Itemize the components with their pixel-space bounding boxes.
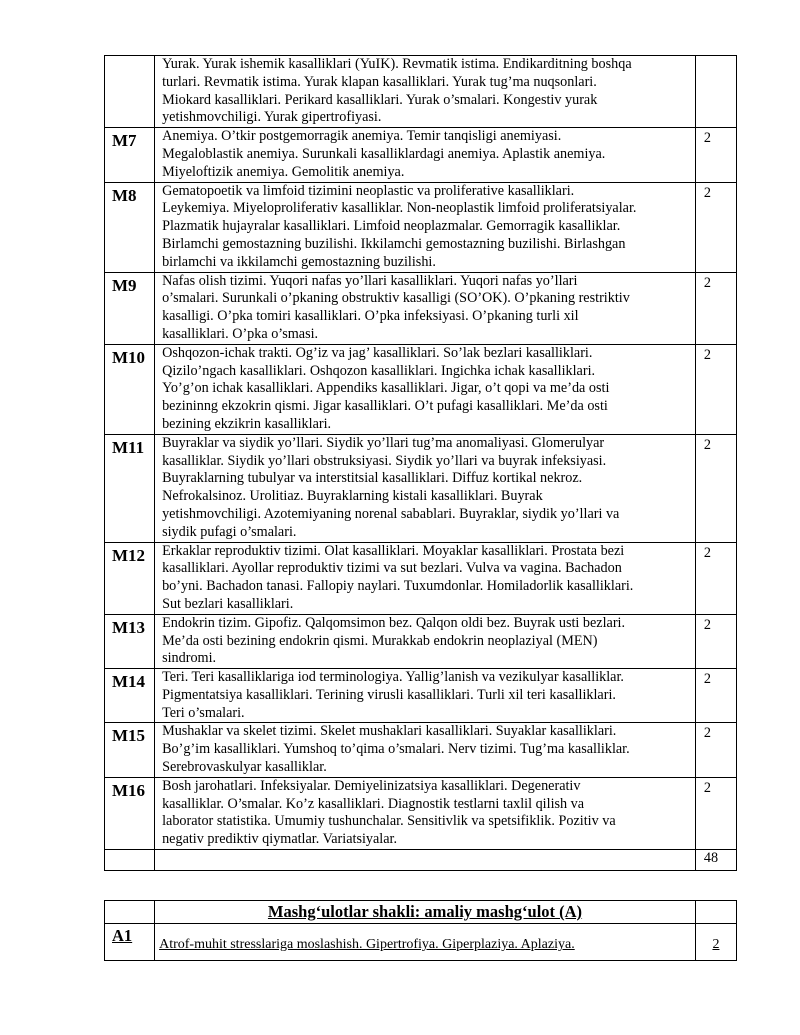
description-line: bezininng ekzokrin qismi. Jigar kasalliklari. O’t pufagi kasalliklari. Me’da osti: [162, 398, 608, 415]
practice-header-empty-cell: [105, 901, 155, 924]
module-hours: 2: [695, 542, 736, 614]
module-description: [155, 614, 696, 668]
description-line: kasalliklari. Ayollar reproduktiv tizimi va sut bezlari. Vulva va vagina. Bachadon: [162, 560, 622, 577]
module-code: M11: [105, 434, 155, 542]
description-line: Yurak. Yurak ishemik kasalliklari (YuIK). Revmatik istima. Endikarditning boshqa: [162, 56, 632, 72]
practice-description: Atrof-muhit stresslariga moslashish. Gipertrofiya. Giperplaziya. Aplaziya.: [155, 924, 696, 961]
description-line: Nefrokalsinoz. Urolitiaz. Buyraklarning kistali kasalliklari. Buyrak: [162, 488, 543, 505]
practice-section-title: Mashg‘ulotlar shakli: amaliy mashg‘ulot (A): [155, 901, 696, 924]
module-description: [155, 56, 696, 128]
table-row: [105, 128, 737, 182]
description-line: kasalliklari. O’pka o’smasi.: [162, 325, 319, 342]
module-code: M16: [105, 777, 155, 849]
description-line: Oshqozon-ichak trakti. Og’iz va jag’ kasalliklari. So’lak bezlari kasalliklari.: [162, 344, 593, 361]
module-code: M13: [105, 614, 155, 668]
module-code: M12: [105, 542, 155, 614]
description-line: Miokard kasalliklari. Perikard kasalliklari. Yurak o’smalari. Kongestiv yurak: [162, 91, 598, 108]
module-description: [155, 777, 696, 849]
module-description: [155, 434, 696, 542]
module-description: [155, 128, 696, 182]
module-code: M9: [105, 272, 155, 344]
module-description: [155, 182, 696, 272]
table-row: [105, 272, 737, 344]
practice-code: A1: [105, 924, 155, 961]
total-hours: 48: [695, 850, 736, 871]
practice-header-hours-cell: [695, 901, 736, 924]
module-description: [155, 542, 696, 614]
practice-header-row: [105, 901, 737, 924]
description-line: Pigmentatsiya kasalliklari. Terining virusli kasalliklari. Turli xil teri kasalliklari.: [162, 686, 616, 703]
module-hours: 2: [695, 182, 736, 272]
module-description: [155, 669, 696, 723]
description-line: Miyeloftizik anemiya. Gemolitik anemiya.: [162, 163, 405, 180]
module-hours: 2: [695, 434, 736, 542]
description-line: birlamchi va ikkilamchi gemostazning buzilishi.: [162, 253, 436, 270]
module-code: M10: [105, 344, 155, 434]
practice-hours: 2: [695, 924, 736, 961]
module-hours: 2: [695, 777, 736, 849]
total-row: [105, 850, 737, 871]
description-line: siydik pufagi o’smalari.: [162, 523, 297, 540]
practice-topics-table: [104, 900, 737, 961]
description-line: kasalligi. O’pka tomiri kasalliklari. O’pka infeksiyasi. O’pkaning turli xil: [162, 308, 579, 325]
lecture-topics-table: [104, 55, 737, 871]
description-line: Megaloblastik anemiya. Surunkali kasalliklardagi anemiya. Aplastik anemiya.: [162, 145, 606, 162]
module-hours: 2: [695, 128, 736, 182]
description-line: laborator statistika. Umumiy tushunchalar. Sensitivlik va spetsifiklik. Pozitiv va: [162, 813, 616, 830]
description-line: Birlamchi gemostazning buzilishi. Ikkilamchi gemostazning buzilishi. Birlashgan: [162, 235, 626, 252]
module-hours: 2: [695, 614, 736, 668]
description-line: Qizilo’ngach kasalliklari. Oshqozon kasalliklari. Ingichka ichak kasalliklari.: [162, 362, 596, 379]
description-line: Yo’g’on ichak kasalliklari. Appendiks kasalliklari. Jigar, o’t qopi va me’da osti: [162, 380, 610, 397]
table-row: [105, 434, 737, 542]
module-hours: 2: [695, 344, 736, 434]
table-row: [105, 777, 737, 849]
description-line: Buyraklar va siydik yo’llari. Siydik yo’llari tug’ma anomaliyasi. Glomerulyar: [162, 434, 605, 451]
description-line: Gematopoetik va limfoid tizimini neoplastic va proliferative kasalliklari.: [162, 182, 575, 199]
module-code: M7: [105, 128, 155, 182]
module-hours: 2: [695, 723, 736, 777]
table-row: [105, 182, 737, 272]
description-line: Nafas olish tizimi. Yuqori nafas yo’llari kasalliklari. Yuqori nafas yo’llari: [162, 272, 578, 289]
description-line: sindromi.: [162, 650, 217, 667]
total-empty-cell: [105, 850, 155, 871]
table-row: [105, 614, 737, 668]
description-line: Sut bezlari kasalliklari.: [162, 595, 294, 612]
description-line: yetishmovchiligi. Azotemiyaning norenal sabablari. Buyraklar, siydik yo’llari va: [162, 505, 620, 522]
table-row: [105, 723, 737, 777]
table-row: [105, 542, 737, 614]
description-line: Mushaklar va skelet tizimi. Skelet mushaklari kasalliklari. Suyaklar kasalliklari.: [162, 723, 617, 740]
description-line: Anemiya. O’tkir postgemorragik anemiya. Temir tanqisligi anemiyasi.: [162, 128, 562, 145]
table-row: [105, 669, 737, 723]
module-description: [155, 723, 696, 777]
description-line: Teri. Teri kasalliklariga iod terminologiya. Yallig’lanish va vezikulyar kasalliklar.: [162, 669, 624, 686]
module-description: [155, 272, 696, 344]
description-line: kasalliklar. O’smalar. Ko’z kasalliklari. Diagnostik testlarni taxlil qilish va: [162, 795, 585, 812]
description-line: Bosh jarohatlari. Infeksiyalar. Demiyelinizatsiya kasalliklari. Degenerativ: [162, 777, 581, 794]
module-code: M8: [105, 182, 155, 272]
description-line: bo’yni. Bachadon tanasi. Fallopiy naylari. Tuxumdonlar. Homiladorlik kasalliklari.: [162, 578, 634, 595]
practice-row: [105, 924, 737, 961]
description-line: Buyraklarning tubulyar va interstitsial kasalliklari. Diffuz kortikal nekroz.: [162, 470, 583, 487]
description-line: turlari. Revmatik istima. Yurak klapan kasalliklari. Yurak tug’ma nuqsonlari.: [162, 73, 597, 90]
description-line: Me’da osti bezining endokrin qismi. Murakkab endokrin neoplaziyal (MEN): [162, 632, 598, 649]
description-line: Bo’g’im kasalliklari. Yumshoq to’qima o’smalari. Nerv tizimi. Tug’ma kasalliklar.: [162, 741, 630, 758]
module-code: M15: [105, 723, 155, 777]
module-code: M14: [105, 669, 155, 723]
module-code: [105, 56, 155, 128]
description-line: kasalliklar. Siydik yo’llari obstruksiyasi. Siydik yo’llari va buyrak infeksiyasi.: [162, 452, 607, 469]
description-line: Plazmatik hujayralar kasalliklari. Limfoid neoplazmalar. Gemorragik kasalliklar.: [162, 218, 621, 235]
lecture-topics-body: [105, 56, 737, 871]
description-line: Leykemiya. Miyeloproliferativ kasalliklar. Non-neoplastik limfoid proliferatsiyalar.: [162, 200, 637, 217]
description-line: Serebrovaskulyar kasalliklar.: [162, 759, 327, 776]
table-row: [105, 344, 737, 434]
description-line: yetishmovchiligi. Yurak gipertrofiyasi.: [162, 109, 382, 126]
table-row: [105, 56, 737, 128]
module-description: [155, 344, 696, 434]
description-line: bezining ekzikrin kasalliklari.: [162, 415, 332, 432]
description-line: Erkaklar reproduktiv tizimi. Olat kasalliklari. Moyaklar kasalliklari. Prostata bezi: [162, 542, 625, 559]
description-line: Teri o’smalari.: [162, 704, 245, 721]
total-empty-cell: [155, 850, 696, 871]
module-hours: 2: [695, 272, 736, 344]
description-line: o’smalari. Surunkali o’pkaning obstruktiv kasalligi (SO’OK). O’pkaning restriktiv: [162, 290, 630, 307]
module-hours: [695, 56, 736, 128]
description-line: Endokrin tizim. Gipofiz. Qalqomsimon bez. Qalqon oldi bez. Buyrak usti bezlari.: [162, 614, 626, 631]
module-hours: 2: [695, 669, 736, 723]
description-line: negativ prediktiv qiymatlar. Variatsiyalar.: [162, 831, 398, 848]
